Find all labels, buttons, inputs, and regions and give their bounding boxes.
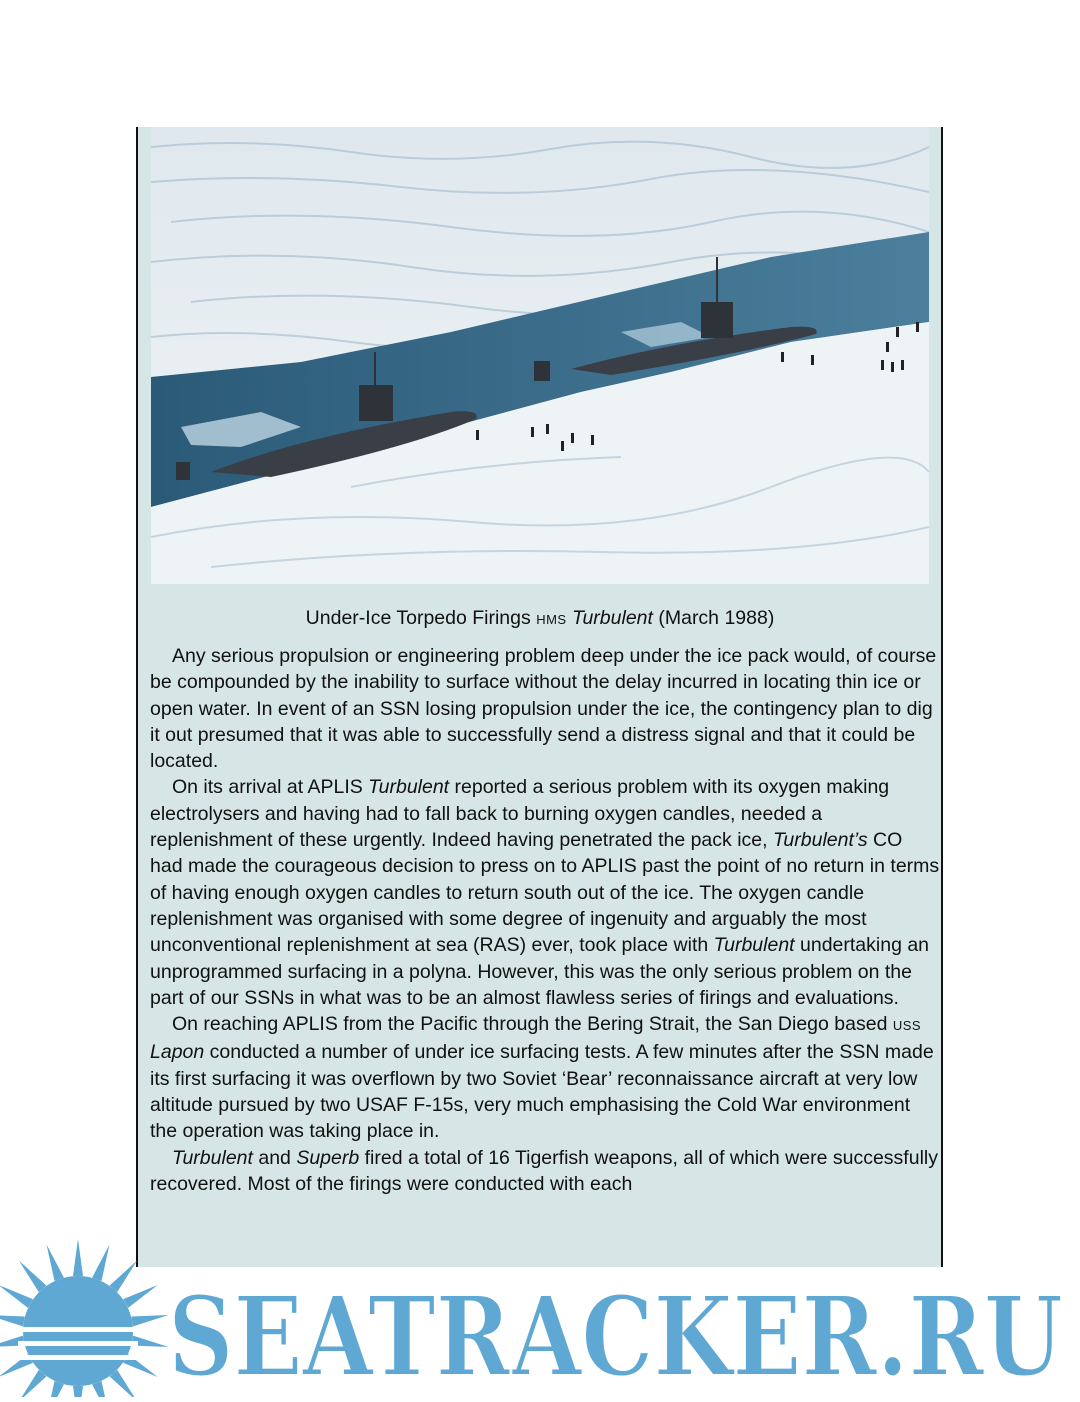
caption-prefix: HMS (536, 612, 567, 627)
paragraph-2 (150, 774, 940, 1011)
p4-text-b: and (252, 1146, 297, 1169)
p2-text-a: On its arrival at APLIS (172, 776, 369, 799)
p2-vessel-turbulents: Turbulent’s (772, 829, 868, 852)
p4-text-d: fired a total of 16 Tigerfish weapons, all of which were successfully recovered. Most of the firings were conducted with each (150, 1146, 938, 1195)
figure-caption (151, 604, 929, 634)
photo-drawing (151, 127, 929, 584)
watermark-text: SEATRACKER.RU (168, 1272, 1063, 1397)
paragraph-3 (150, 1011, 940, 1144)
p2-vessel-turbulent-2: Turbulent (713, 934, 795, 957)
paragraph-4 (150, 1145, 940, 1198)
article-body (150, 643, 940, 1197)
caption-title: Under-Ice Torpedo Firings (305, 607, 531, 629)
caption-date: (March 1988) (658, 607, 775, 629)
p3-vessel-lapon: Lapon (150, 1041, 205, 1064)
p4-vessel-superb: Superb (296, 1146, 360, 1169)
site-watermark (0, 1235, 1080, 1397)
p2-text-c: reported a serious problem with its oxygen making electrolysers and having had to fall back to burning oxygen candles, needed a replenishment of these urgently. Indeed having penetrated the pack ice, (150, 776, 890, 852)
watermark-drawing (0, 1235, 1080, 1397)
p3-prefix-uss: USS (892, 1018, 922, 1034)
p3-text-e: conducted a number of under ice surfacing tests. A few minutes after the SSN made its first surfacing it was overflown by two Soviet ‘Bear’ reconnaissance aircraft at very low altitude pursued by two USAF F-15s, very much emphasising the Cold War environment the operation was taking place in. (150, 1041, 934, 1143)
p2-text-e: CO had made the courageous decision to press on to APLIS past the point of no return in terms of having enough oxygen candles to return south out of the ice. The oxygen candle replenishment was organised with some degree of ingenuity and arguably the most unconventional replenishment at sea (RAS) ever, took place with (150, 829, 940, 957)
p4-vessel-turbulent: Turbulent (172, 1146, 253, 1169)
submarine-photo (151, 127, 929, 584)
sun-icon (0, 1239, 169, 1397)
p3-text-a: On reaching APLIS from the Pacific through the Bering Strait, the San Diego based (172, 1013, 893, 1036)
p2-text-g: undertaking an unprogrammed surfacing in a polyna. However, this was the only serious problem on the part of our SSNs in what was to be an almost flawless series of firings and evaluations. (150, 934, 930, 1009)
paragraph-1: Any serious propulsion or engineering problem deep under the ice pack would, of course be compounded by the inability to surface without the delay incurred in locating thin ice or open water. In event of an SSN losing propulsion under the ice, the contingency plan to dig it out presumed that it was able to successfully send a distress signal and that it could be located. (150, 645, 937, 773)
caption-vessel: Turbulent (572, 607, 653, 629)
p2-vessel-turbulent: Turbulent (368, 776, 450, 799)
